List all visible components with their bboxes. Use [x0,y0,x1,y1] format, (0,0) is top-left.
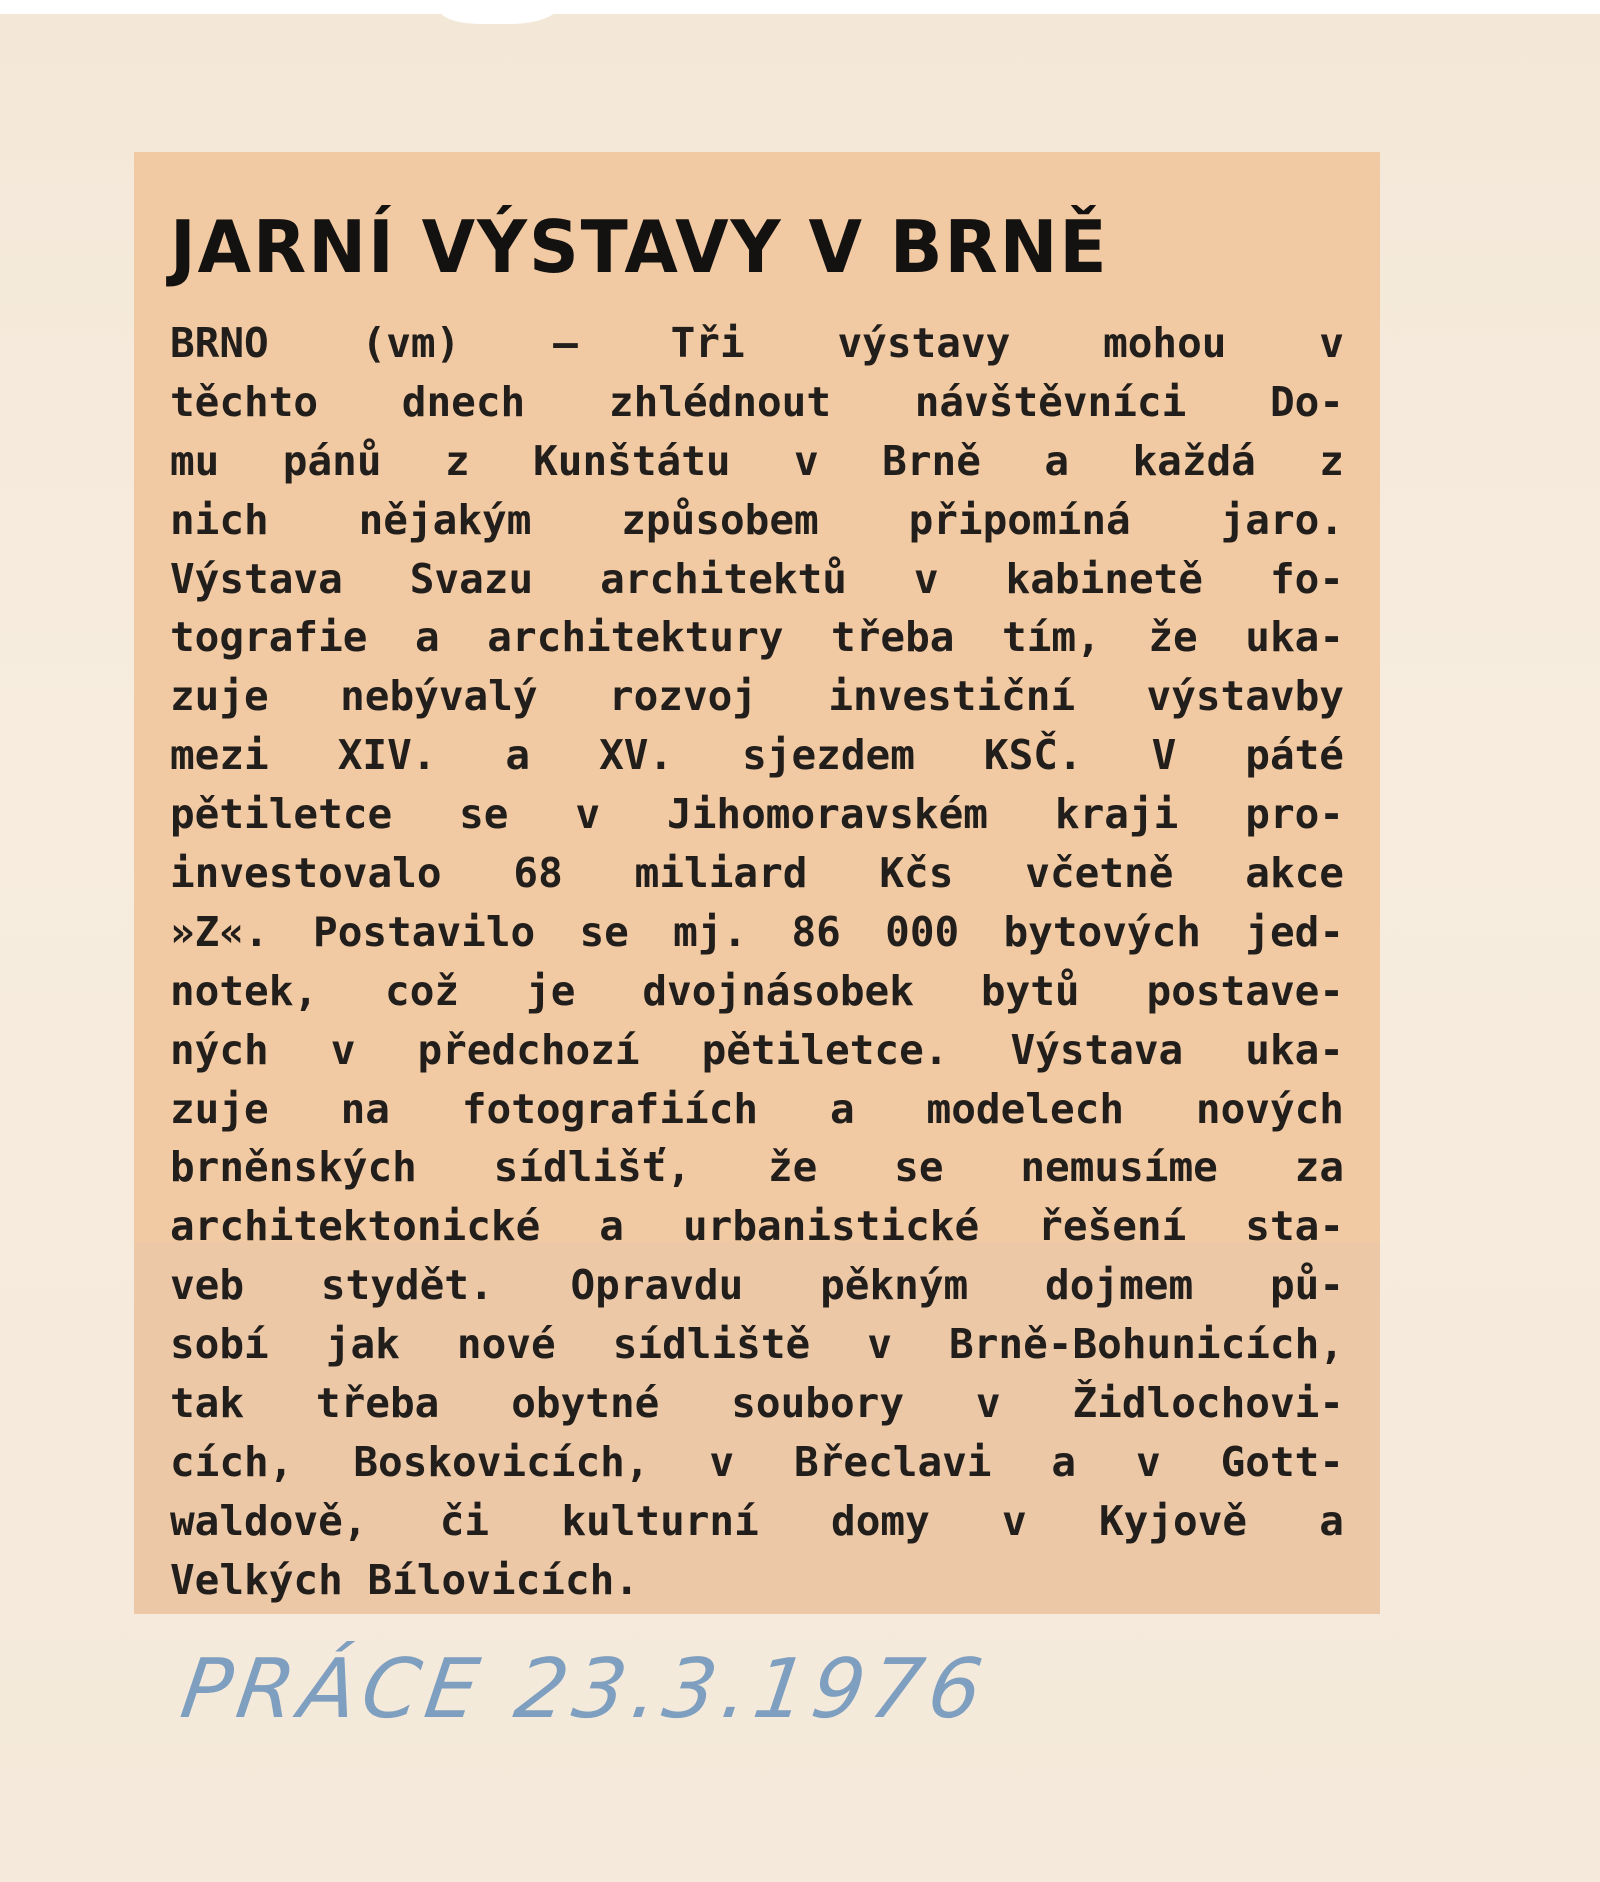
article-line: mu pánů z Kunštátu v Brně a každá z [170,436,1344,485]
article-line: sobí jak nové sídliště v Brně-Bohunicích, [170,1320,1344,1369]
article-line: ných v předchozí pětiletce. Výstava uka- [170,1025,1344,1074]
handwritten-source-note: PRÁCE 23.3.1976 [175,1642,994,1737]
article-line: architektonické a urbanistické řešení sta- [170,1202,1344,1251]
article-line: těchto dnech zhlédnout návštěvníci Do- [170,377,1344,426]
article-line: tografie a architektury třeba tím, že uka- [170,613,1344,662]
article-line: Výstava Svazu architektů v kabinetě fo- [170,554,1344,603]
torn-top-edge [0,0,1600,14]
article-line: nich nějakým způsobem připomíná jaro. [170,495,1344,544]
article-line: mezi XIV. a XV. sjezdem KSČ. V páté [170,731,1344,780]
article-line: tak třeba obytné soubory v Židlochovi- [170,1379,1344,1428]
article-headline: JARNÍ VÝSTAVY V BRNĚ [170,205,1109,289]
article-line: waldově, či kulturní domy v Kyjově a [170,1496,1344,1545]
article-line: »Z«. Postavilo se mj. 86 000 bytových jed- [170,907,1344,956]
article-line: veb stydět. Opravdu pěkným dojmem pů- [170,1261,1344,1310]
article-line: BRNO (vm) — Tři výstavy mohou v [170,319,1344,367]
article-line: pětiletce se v Jihomoravském kraji pro- [170,790,1344,839]
article-body [170,314,1344,1610]
article-line: Velkých Bílovicích. [170,1555,639,1604]
article-line: brněnských sídlišť, že se nemusíme za [170,1143,1344,1192]
article-line: cích, Boskovicích, v Břeclavi a v Gott- [170,1437,1344,1486]
article-line: notek, což je dvojnásobek bytů postave- [170,966,1344,1015]
article-line: investovalo 68 miliard Kčs včetně akce [170,849,1344,898]
article-line: zuje na fotografiích a modelech nových [170,1084,1344,1133]
article-line: zuje nebývalý rozvoj investiční výstavby [170,672,1344,721]
newspaper-clipping [134,152,1380,1614]
